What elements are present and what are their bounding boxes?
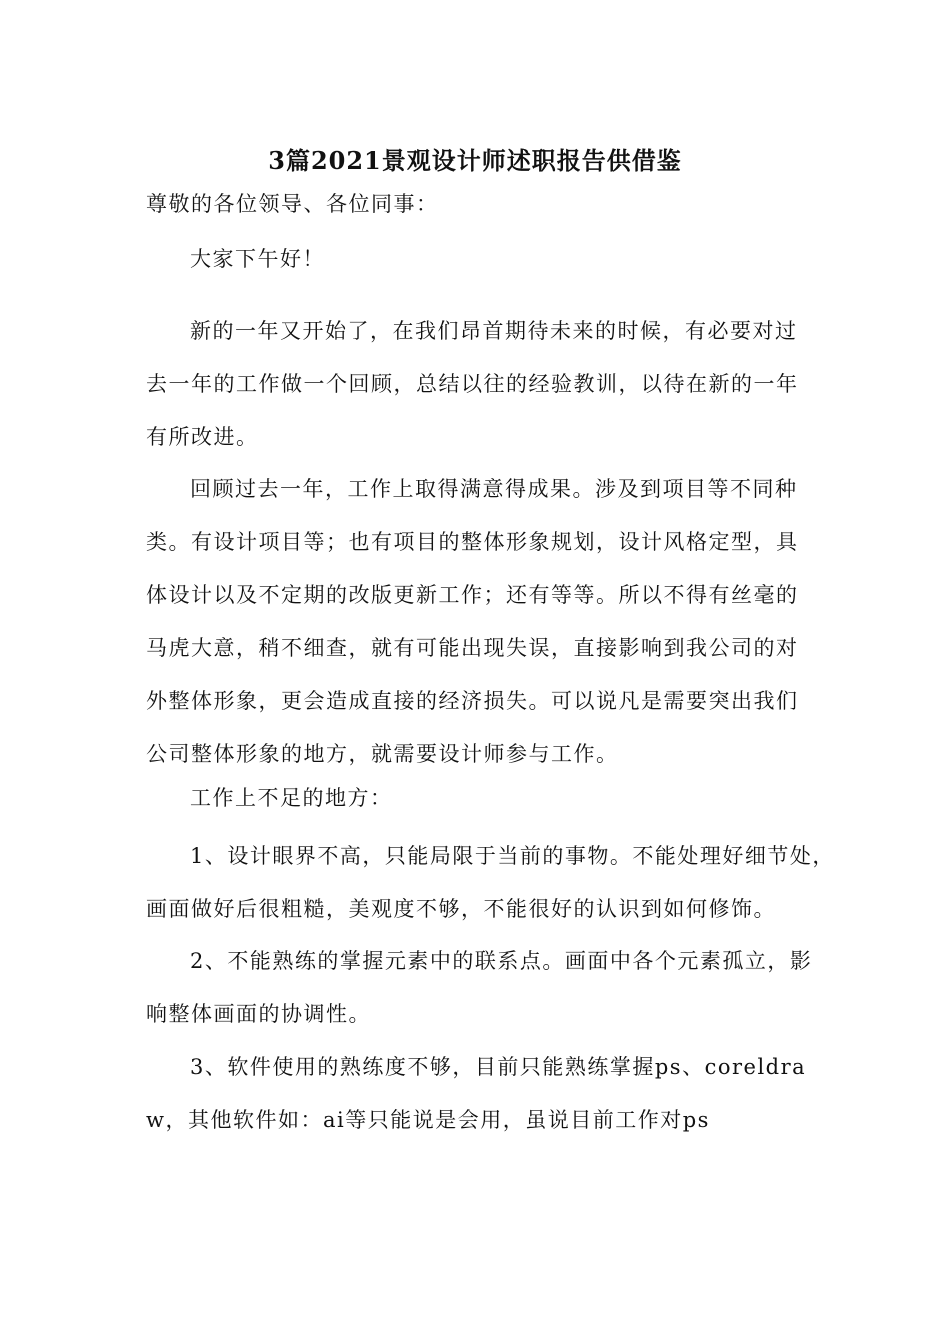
salutation: 尊敬的各位领导、各位同事： xyxy=(146,192,439,216)
paragraph-shortcoming-2: 2、不能熟练的掌握元素中的联系点。画面中各个元素孤立，影响整体画面的协调性。 xyxy=(146,949,813,1026)
paragraph-intro: 新的一年又开始了，在我们昂首期待未来的时候，有必要对过去一年的工作做一个回顾，总结以往的经验教训，以待在新的一年有所改进。 xyxy=(146,319,799,449)
paragraph-greeting: 大家下午好！ xyxy=(190,247,325,271)
paragraph-shortcomings-heading: 工作上不足的地方： xyxy=(190,786,393,810)
paragraph-shortcoming-3: 3、软件使用的熟练度不够，目前只能熟练掌握ps、coreldraw，其他软件如：ai等只能说是会用，虽说目前工作对ps xyxy=(146,1055,807,1132)
paragraph-review: 回顾过去一年，工作上取得满意得成果。涉及到项目等不同种类。有设计项目等；也有项目的整体形象规划，设计风格定型，具体设计以及不定期的改版更新工作；还有等等。所以不得有丝毫的马虎大意，稍不细查，就有可能出现失误，直接影响到我公司的对外整体形象，更会造成直接的经济损失。可以说凡是需要突出我们公司整体形象的地方，就需要设计师参与工作。 xyxy=(146,477,799,766)
paragraph-shortcoming-1: 1、设计眼界不高，只能局限于当前的事物。不能处理好细节处，画面做好后很粗糙，美观度不够，不能很好的认识到如何修饰。 xyxy=(146,844,835,921)
document-title: 3篇2021景观设计师述职报告供借鉴 xyxy=(268,146,682,175)
